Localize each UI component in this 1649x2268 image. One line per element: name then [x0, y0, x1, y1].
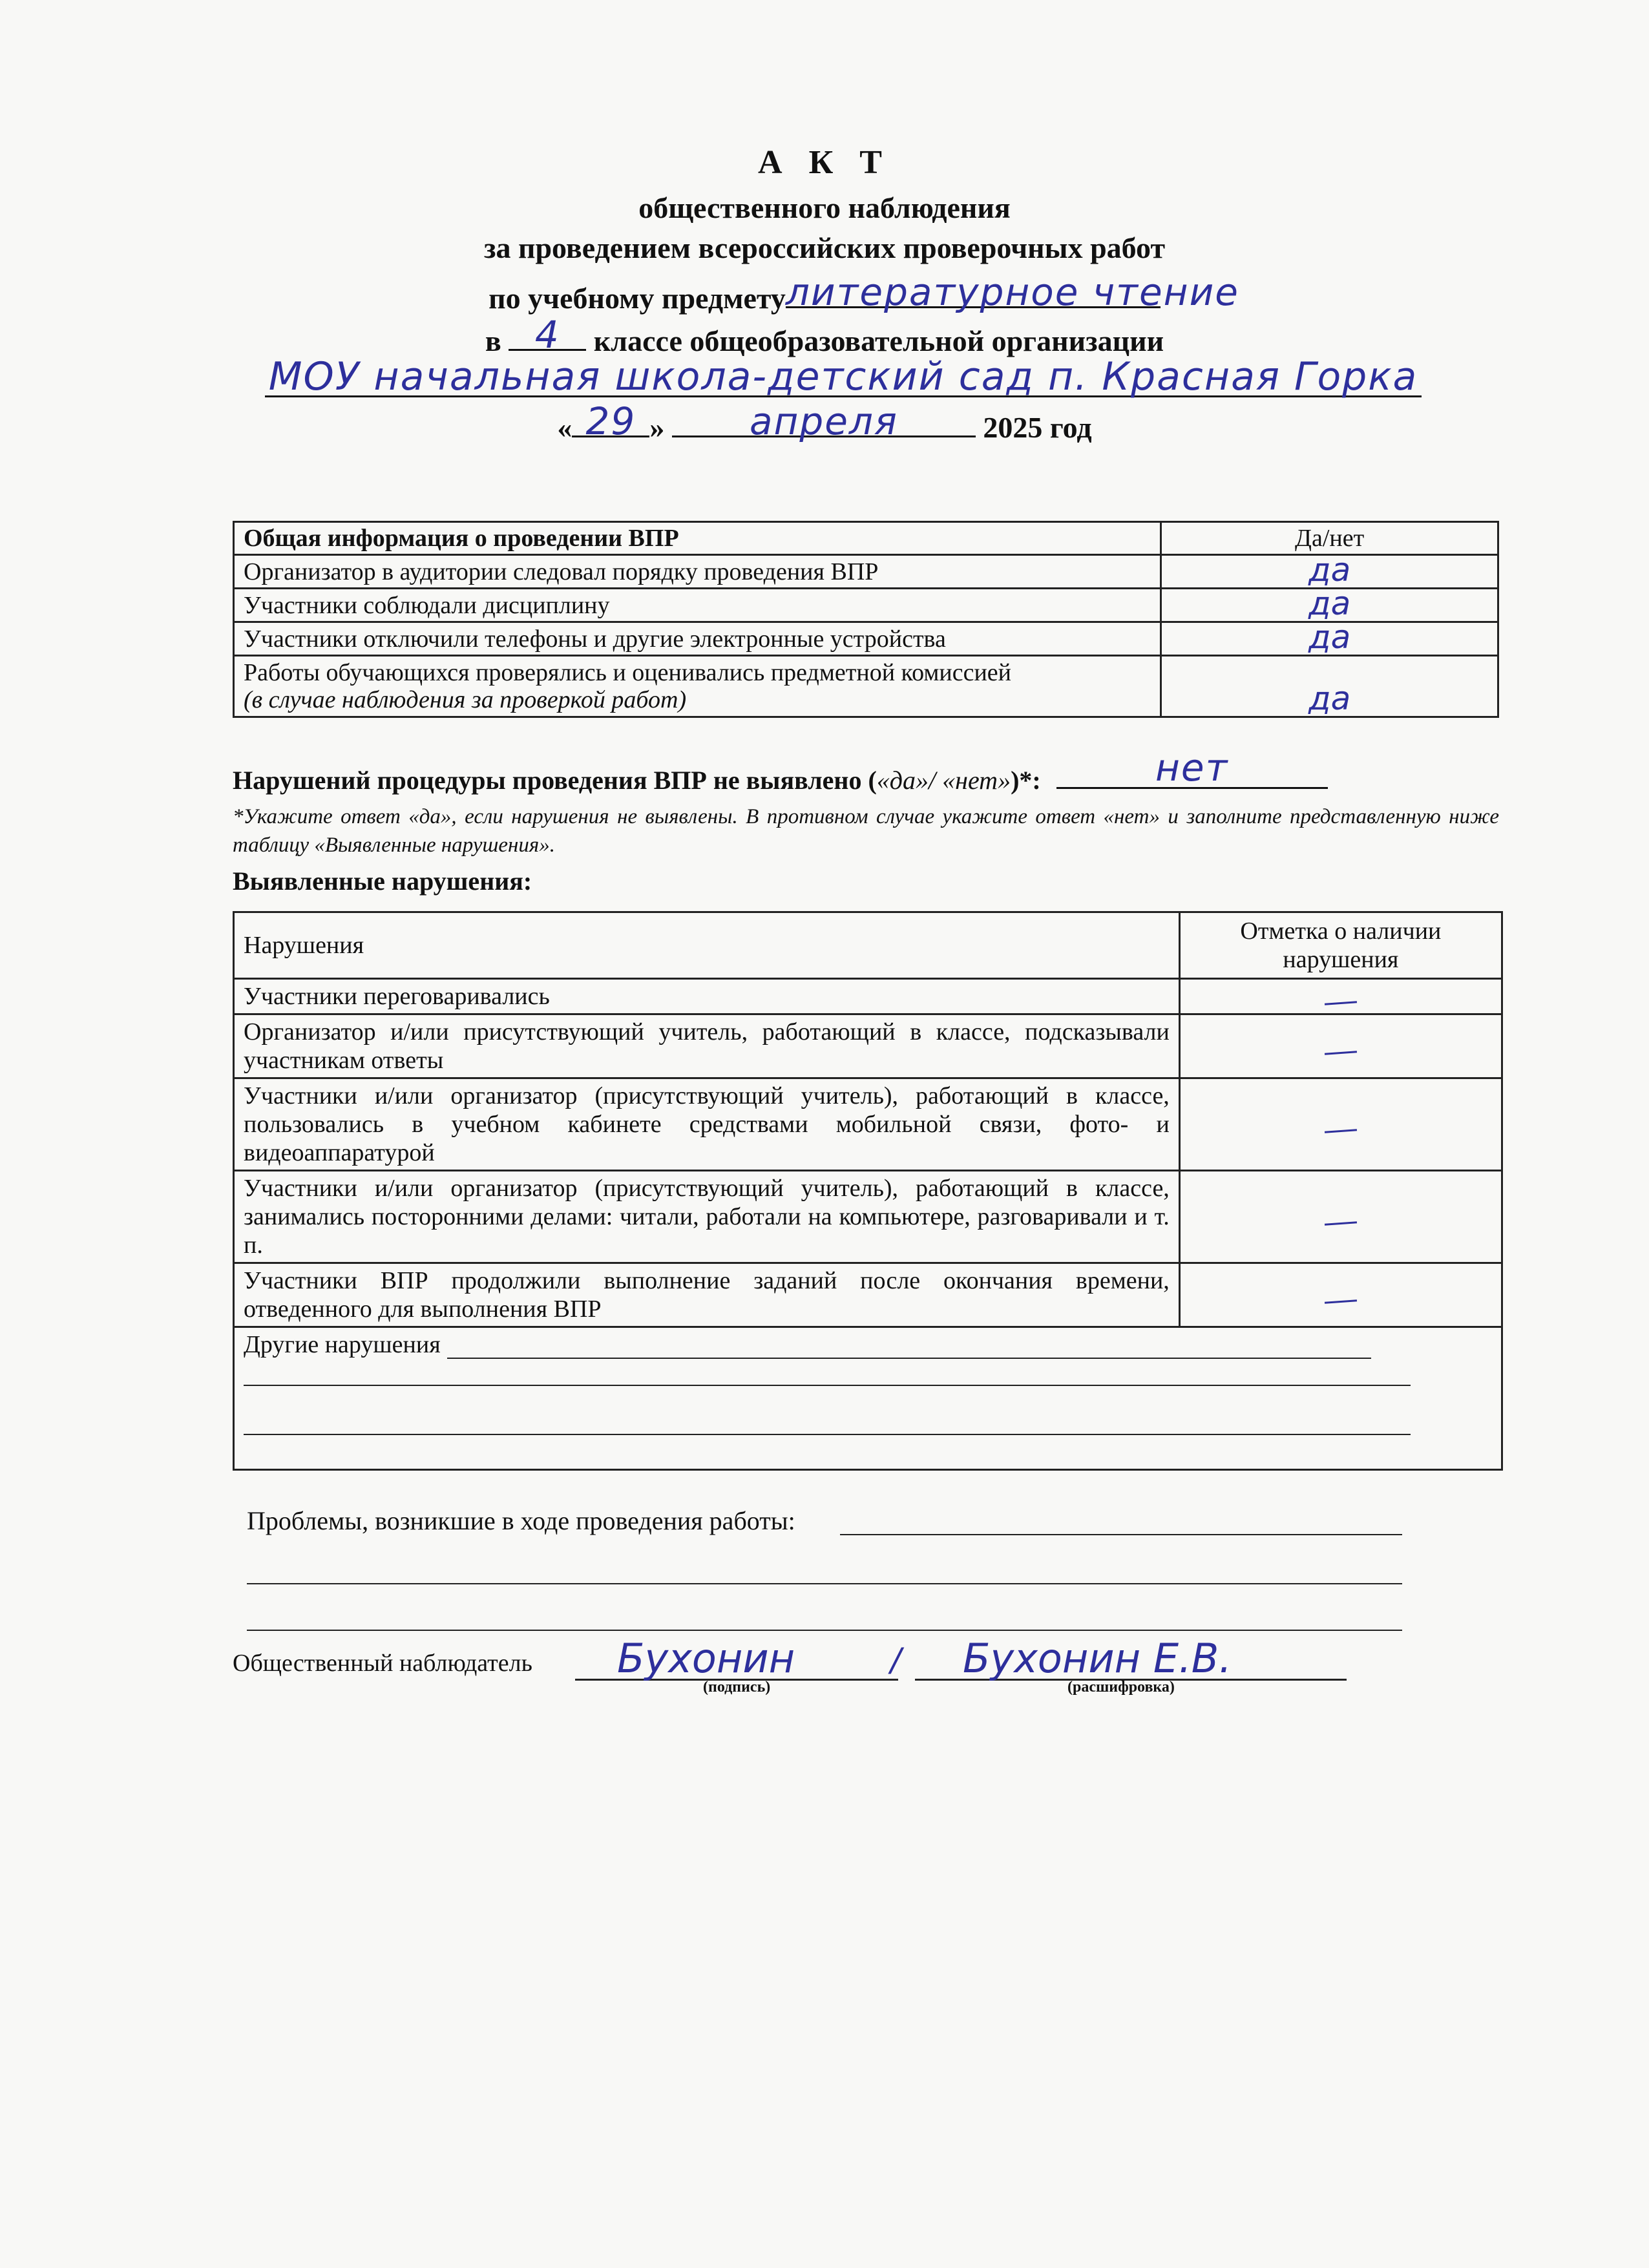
class-value: 4 [534, 313, 560, 357]
table-row [234, 1014, 1502, 1078]
dash-mark-icon [1325, 1129, 1357, 1133]
table-row [234, 656, 1498, 717]
violations-title: Выявленные нарушения: [233, 866, 532, 896]
general-header-left: Общая информация о проведении ВПР [234, 522, 1161, 555]
title-line-2: общественного наблюдения [638, 191, 1011, 224]
other-line [244, 1359, 1411, 1386]
date-day-field[interactable] [572, 399, 649, 443]
date-close-quote: » [649, 411, 665, 444]
answer-cell[interactable] [1161, 618, 1498, 656]
date-month-field[interactable] [672, 399, 976, 443]
answer-value: да [1308, 680, 1351, 717]
table-row [234, 979, 1502, 1014]
violation-label: Участники ВПР продолжили выполнение заданий после окончания времени, отведенного для выполнения ВПР [234, 1263, 1180, 1327]
date-open-quote: « [557, 411, 572, 444]
no-violations-end: )*: [1011, 766, 1041, 795]
table-row [234, 1078, 1502, 1171]
row-note: (в случае наблюдения за проверкой работ) [244, 686, 687, 713]
date-month-value: апреля [749, 399, 898, 443]
answer-cell[interactable] [1161, 656, 1498, 717]
violation-mark-cell[interactable] [1179, 1171, 1502, 1263]
row-label: Организатор в аудитории следовал порядку проведения ВПР [234, 555, 1161, 589]
row-label: Участники отключили телефоны и другие электронные устройства [234, 622, 1161, 656]
observer-name-value: Бухонин Е.В. [963, 1635, 1232, 1682]
violation-label: Организатор и/или присутствующий учитель, работающий в классе, подсказывали участникам ответы [234, 1014, 1180, 1078]
violation-mark-cell[interactable] [1179, 1014, 1502, 1078]
violation-mark-cell[interactable] [1179, 1078, 1502, 1171]
date-line [0, 399, 1649, 445]
no-violations-label: Нарушений процедуры проведения ВПР не выявлено ( [233, 766, 877, 795]
answer-value: да [1308, 618, 1351, 656]
answer-value: да [1308, 585, 1351, 622]
subject-line [0, 270, 1649, 315]
signature-caption: (подпись) [703, 1679, 771, 1696]
date-day-value: 29 [585, 399, 636, 443]
general-table-header [234, 522, 1498, 555]
violation-label: Участники переговаривались [234, 979, 1180, 1014]
violation-mark-cell[interactable] [1179, 979, 1502, 1014]
table-row [234, 555, 1498, 589]
row-label-multiline [234, 656, 1161, 717]
no-violations-options: «да»/ «нет» [876, 766, 1011, 795]
answer-cell[interactable] [1161, 551, 1498, 589]
answer-value: да [1308, 551, 1351, 589]
problems-label: Проблемы, возникшие в ходе проведения работы: [247, 1506, 795, 1535]
subject-prefix: по учебному предмету [488, 282, 786, 315]
document-title: А К Т [758, 144, 891, 181]
problems-line[interactable] [247, 1583, 1402, 1584]
no-violations-line [233, 746, 1328, 795]
other-line [447, 1334, 1371, 1359]
violations-table [233, 911, 1503, 1471]
handwritten-signature: Бухонин [617, 1635, 795, 1682]
table-row [234, 1171, 1502, 1263]
row-label: Работы обучающихся проверялись и оценивались предметной комиссией [244, 659, 1012, 686]
date-year: 2025 год [983, 411, 1092, 444]
dash-mark-icon [1325, 1221, 1357, 1225]
other-violations-row [234, 1327, 1502, 1470]
organization-value: МОУ начальная школа-детский сад п. Красная Горка [268, 354, 1418, 399]
other-violations-first-line [244, 1330, 1492, 1359]
general-header-right: Да/нет [1161, 522, 1498, 555]
row-label: Участники соблюдали дисциплину [234, 589, 1161, 622]
no-violations-field[interactable] [1056, 746, 1328, 790]
subject-field[interactable] [785, 270, 1239, 314]
other-violations-label: Другие нарушения [244, 1331, 441, 1358]
problems-line[interactable] [247, 1630, 1402, 1631]
table-row [234, 622, 1498, 656]
general-info-table [233, 521, 1499, 718]
title-line-3: за проведением всероссийских проверочных работ [483, 231, 1166, 264]
class-prefix: в [485, 324, 501, 357]
other-violations-cell[interactable] [234, 1327, 1502, 1470]
dash-mark-icon [1325, 1299, 1357, 1303]
violations-table-header [234, 912, 1502, 979]
table-row [234, 1263, 1502, 1327]
subject-value: литературное чтение [785, 270, 1239, 314]
name-caption: (расшифровка) [1067, 1679, 1175, 1696]
violation-mark-cell[interactable] [1179, 1263, 1502, 1327]
violation-label: Участники и/или организатор (присутствующий учитель), работающий в классе, занимались посторонними делами: читали, работали на компьютере, разговаривали и т. п. [234, 1171, 1180, 1263]
footnote: *Укажите ответ «да», если нарушения не выявлены. В противном случае укажите ответ «нет» и заполните представленную ниже таблицу «Выявленные нарушения». [233, 805, 1499, 857]
no-violations-answer: нет [1155, 746, 1229, 790]
violation-label: Участники и/или организатор (присутствующий учитель), работающий в классе, пользовались в учебном кабинете средствами мобильной связи, фото- и видеоаппаратурой [234, 1078, 1180, 1171]
problems-line[interactable] [840, 1534, 1402, 1535]
table-row [234, 589, 1498, 622]
dash-mark-icon [1325, 1001, 1357, 1005]
class-suffix: классе общеобразовательной организации [593, 324, 1164, 357]
violations-header-right: Отметка о наличии нарушения [1179, 912, 1502, 979]
class-line [0, 313, 1649, 358]
class-field[interactable] [509, 313, 586, 357]
observer-label: Общественный наблюдатель [233, 1650, 532, 1677]
organization-field[interactable] [265, 354, 1422, 399]
answer-cell[interactable] [1161, 585, 1498, 622]
separator: / [890, 1641, 901, 1679]
violations-header-left: Нарушения [234, 912, 1180, 979]
dash-mark-icon [1325, 1051, 1357, 1055]
other-line [244, 1408, 1411, 1435]
